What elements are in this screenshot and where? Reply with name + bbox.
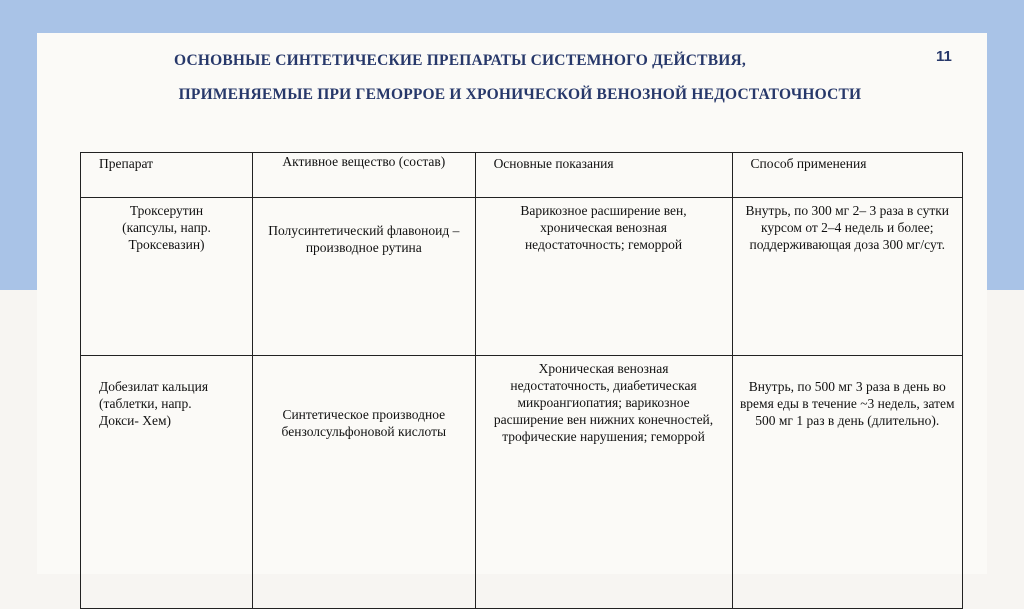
- header-cell: Основные показания: [475, 153, 732, 198]
- table-cell: Синтетическое производное бензолсульфоновой кислоты: [253, 356, 476, 609]
- drugs-table: [80, 152, 963, 609]
- table-header-row: [81, 153, 963, 198]
- table-cell: Внутрь, по 300 мг 2– 3 раза в сутки курсом от 2–4 недель и более; поддерживающая доза 300 мг/сут.: [732, 198, 962, 356]
- table-cell: Внутрь, по 500 мг 3 раза в день во время еды в течение ~3 недель, затем 500 мг 1 раз в день (длительно).: [732, 356, 962, 609]
- header-cell: Способ применения: [732, 153, 962, 198]
- slide-title-line1: ОСНОВНЫЕ СИНТЕТИЧЕСКИЕ ПРЕПАРАТЫ СИСТЕМНОГО ДЕЙСТВИЯ,: [174, 52, 746, 69]
- table-cell: Троксерутин (капсулы, напр. Троксевазин): [81, 198, 253, 356]
- page-number: 11: [936, 48, 952, 65]
- header-cell: Препарат: [81, 153, 253, 198]
- table-row: [81, 198, 963, 356]
- table-cell: Хроническая венозная недостаточность, диабетическая микроангиопатия; варикозное расширение вен нижних конечностей, трофические нарушения; геморрой: [475, 356, 732, 609]
- table-cell: Полусинтетический флавоноид – производное рутина: [253, 198, 476, 356]
- header-cell: Активное вещество (состав): [253, 153, 476, 198]
- table-cell: Добезилат кальция (таблетки, напр. Докси- Хем): [81, 356, 253, 609]
- slide-title-line2: ПРИМЕНЯЕМЫЕ ПРИ ГЕМОРРОЕ И ХРОНИЧЕСКОЙ ВЕНОЗНОЙ НЕДОСТАТОЧНОСТИ: [178, 86, 862, 103]
- table-cell: Варикозное расширение вен, хроническая венозная недостаточность; геморрой: [475, 198, 732, 356]
- table-row: [81, 356, 963, 609]
